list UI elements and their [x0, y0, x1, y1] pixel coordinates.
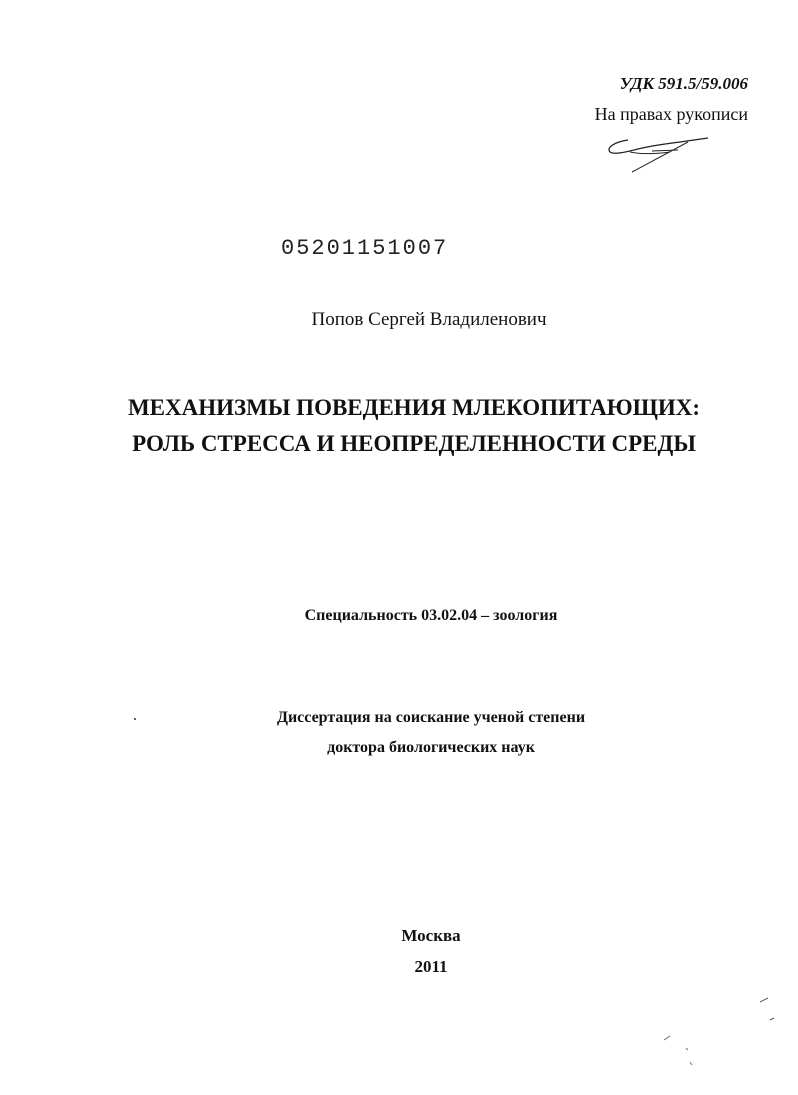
- place-and-year: [0, 920, 798, 982]
- title-line-2: РОЛЬ СТРЕССА И НЕОПРЕДЕЛЕННОСТИ СРЕДЫ: [132, 431, 696, 456]
- title-line-1: МЕХАНИЗМЫ ПОВЕДЕНИЯ МЛЕКОПИТАЮЩИХ:: [127, 395, 701, 420]
- author-name: Попов Сергей Владиленович: [311, 309, 547, 330]
- dissertation-degree: [0, 703, 798, 763]
- rights-note: На правах рукописи: [594, 104, 748, 124]
- udk-code: УДК 591.5/59.006: [619, 74, 748, 93]
- year: 2011: [414, 957, 448, 976]
- specialty: Специальность 03.02.04 – зоология: [304, 607, 558, 624]
- degree-line-2: доктора биологических наук: [327, 739, 535, 756]
- city: Москва: [401, 926, 461, 945]
- scan-specks: [650, 990, 790, 1080]
- degree-line-1: Диссертация на соискание ученой степени: [276, 709, 586, 726]
- inventory-number: 05201151007: [281, 236, 449, 261]
- dissertation-title: [0, 390, 798, 462]
- handwritten-signature: [600, 130, 710, 175]
